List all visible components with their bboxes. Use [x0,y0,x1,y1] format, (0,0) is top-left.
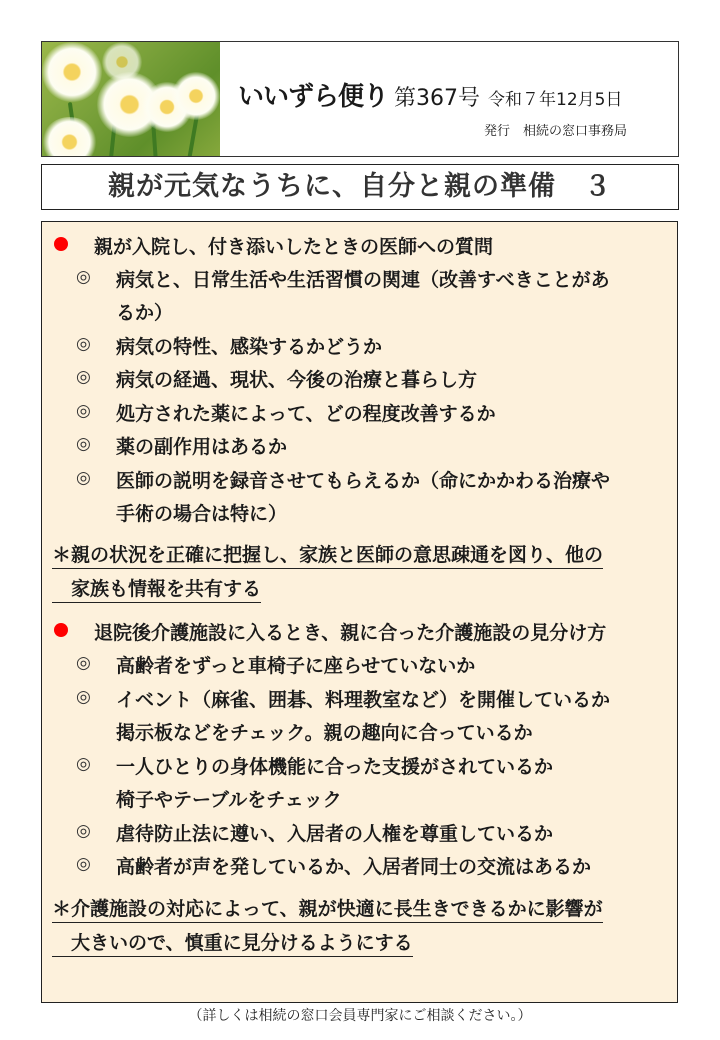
list-item: 処方された薬によって、どの程度改善するか [116,403,496,425]
issue-date: 令和７年12月5日 [488,90,623,110]
list-item: 病気の経過、現状、今後の治療と暮らし方 [116,369,478,391]
red-bullet-icon [54,237,68,251]
masthead [238,76,622,113]
double-circle-icon: ◎ [76,434,91,454]
section-note-cont: 大きいので、慎重に見分けるようにする [52,928,413,957]
publisher: 発行 相続の窓口事務局 [484,124,628,139]
list-item: 高齢者が声を発しているか、入居者同士の交流はあるか [116,856,592,878]
article-title: 親が元気なうちに、自分と親の準備 ３ [41,164,679,210]
list-item: 病気と、日常生活や生活習慣の関連（改善すべきことがあ [116,269,610,291]
double-circle-icon: ◎ [76,653,91,673]
double-circle-icon: ◎ [76,267,91,287]
list-item-cont: るか） [116,302,174,324]
section-heading: 退院後介護施設に入るとき、親に合った介護施設の見分け方 [94,622,607,644]
list-item-cont: 掲示板などをチェック。親の趣向に合っているか [116,722,533,744]
list-item-cont: 手術の場合は特に） [116,503,288,525]
section-note: ＊親の状況を正確に把握し、家族と医師の意思疎通を図り、他の [52,540,603,569]
list-item: 一人ひとりの身体機能に合った支援がされているか [116,756,554,778]
double-circle-icon: ◎ [76,687,91,707]
section-note: ＊介護施設の対応によって、親が快適に長生きできるかに影響が [52,894,603,923]
newsletter-name: いいずら便り [238,82,389,112]
content-panel [41,221,678,1003]
double-circle-icon: ◎ [76,334,91,354]
section-heading: 親が入院し、付き添いしたときの医師への質問 [94,236,494,258]
list-item: 高齢者をずっと車椅子に座らせていないか [116,655,476,677]
footer-note: （詳しくは相続の窓口会員専門家にご相談ください。） [188,1008,532,1024]
list-item: 虐待防止法に遵い、入居者の人権を尊重しているか [116,823,554,845]
double-circle-icon: ◎ [76,367,91,387]
double-circle-icon: ◎ [76,401,91,421]
red-bullet-icon [54,623,68,637]
newsletter-header [41,41,679,157]
double-circle-icon: ◎ [76,754,91,774]
list-item-cont: 椅子やテーブルをチェック [116,789,342,811]
issue-number: 第367号 [394,86,481,111]
list-item: イベント（麻雀、囲碁、料理教室など）を開催しているか [116,689,611,711]
section-note-cont: 家族も情報を共有する [52,574,261,603]
daffodil-photo [42,42,220,156]
double-circle-icon: ◎ [76,821,91,841]
double-circle-icon: ◎ [76,854,91,874]
list-item: 医師の説明を録音させてもらえるか（命にかかわる治療や [116,470,611,492]
list-item: 薬の副作用はあるか [116,436,288,458]
list-item: 病気の特性、感染するかどうか [116,336,383,358]
double-circle-icon: ◎ [76,468,91,488]
